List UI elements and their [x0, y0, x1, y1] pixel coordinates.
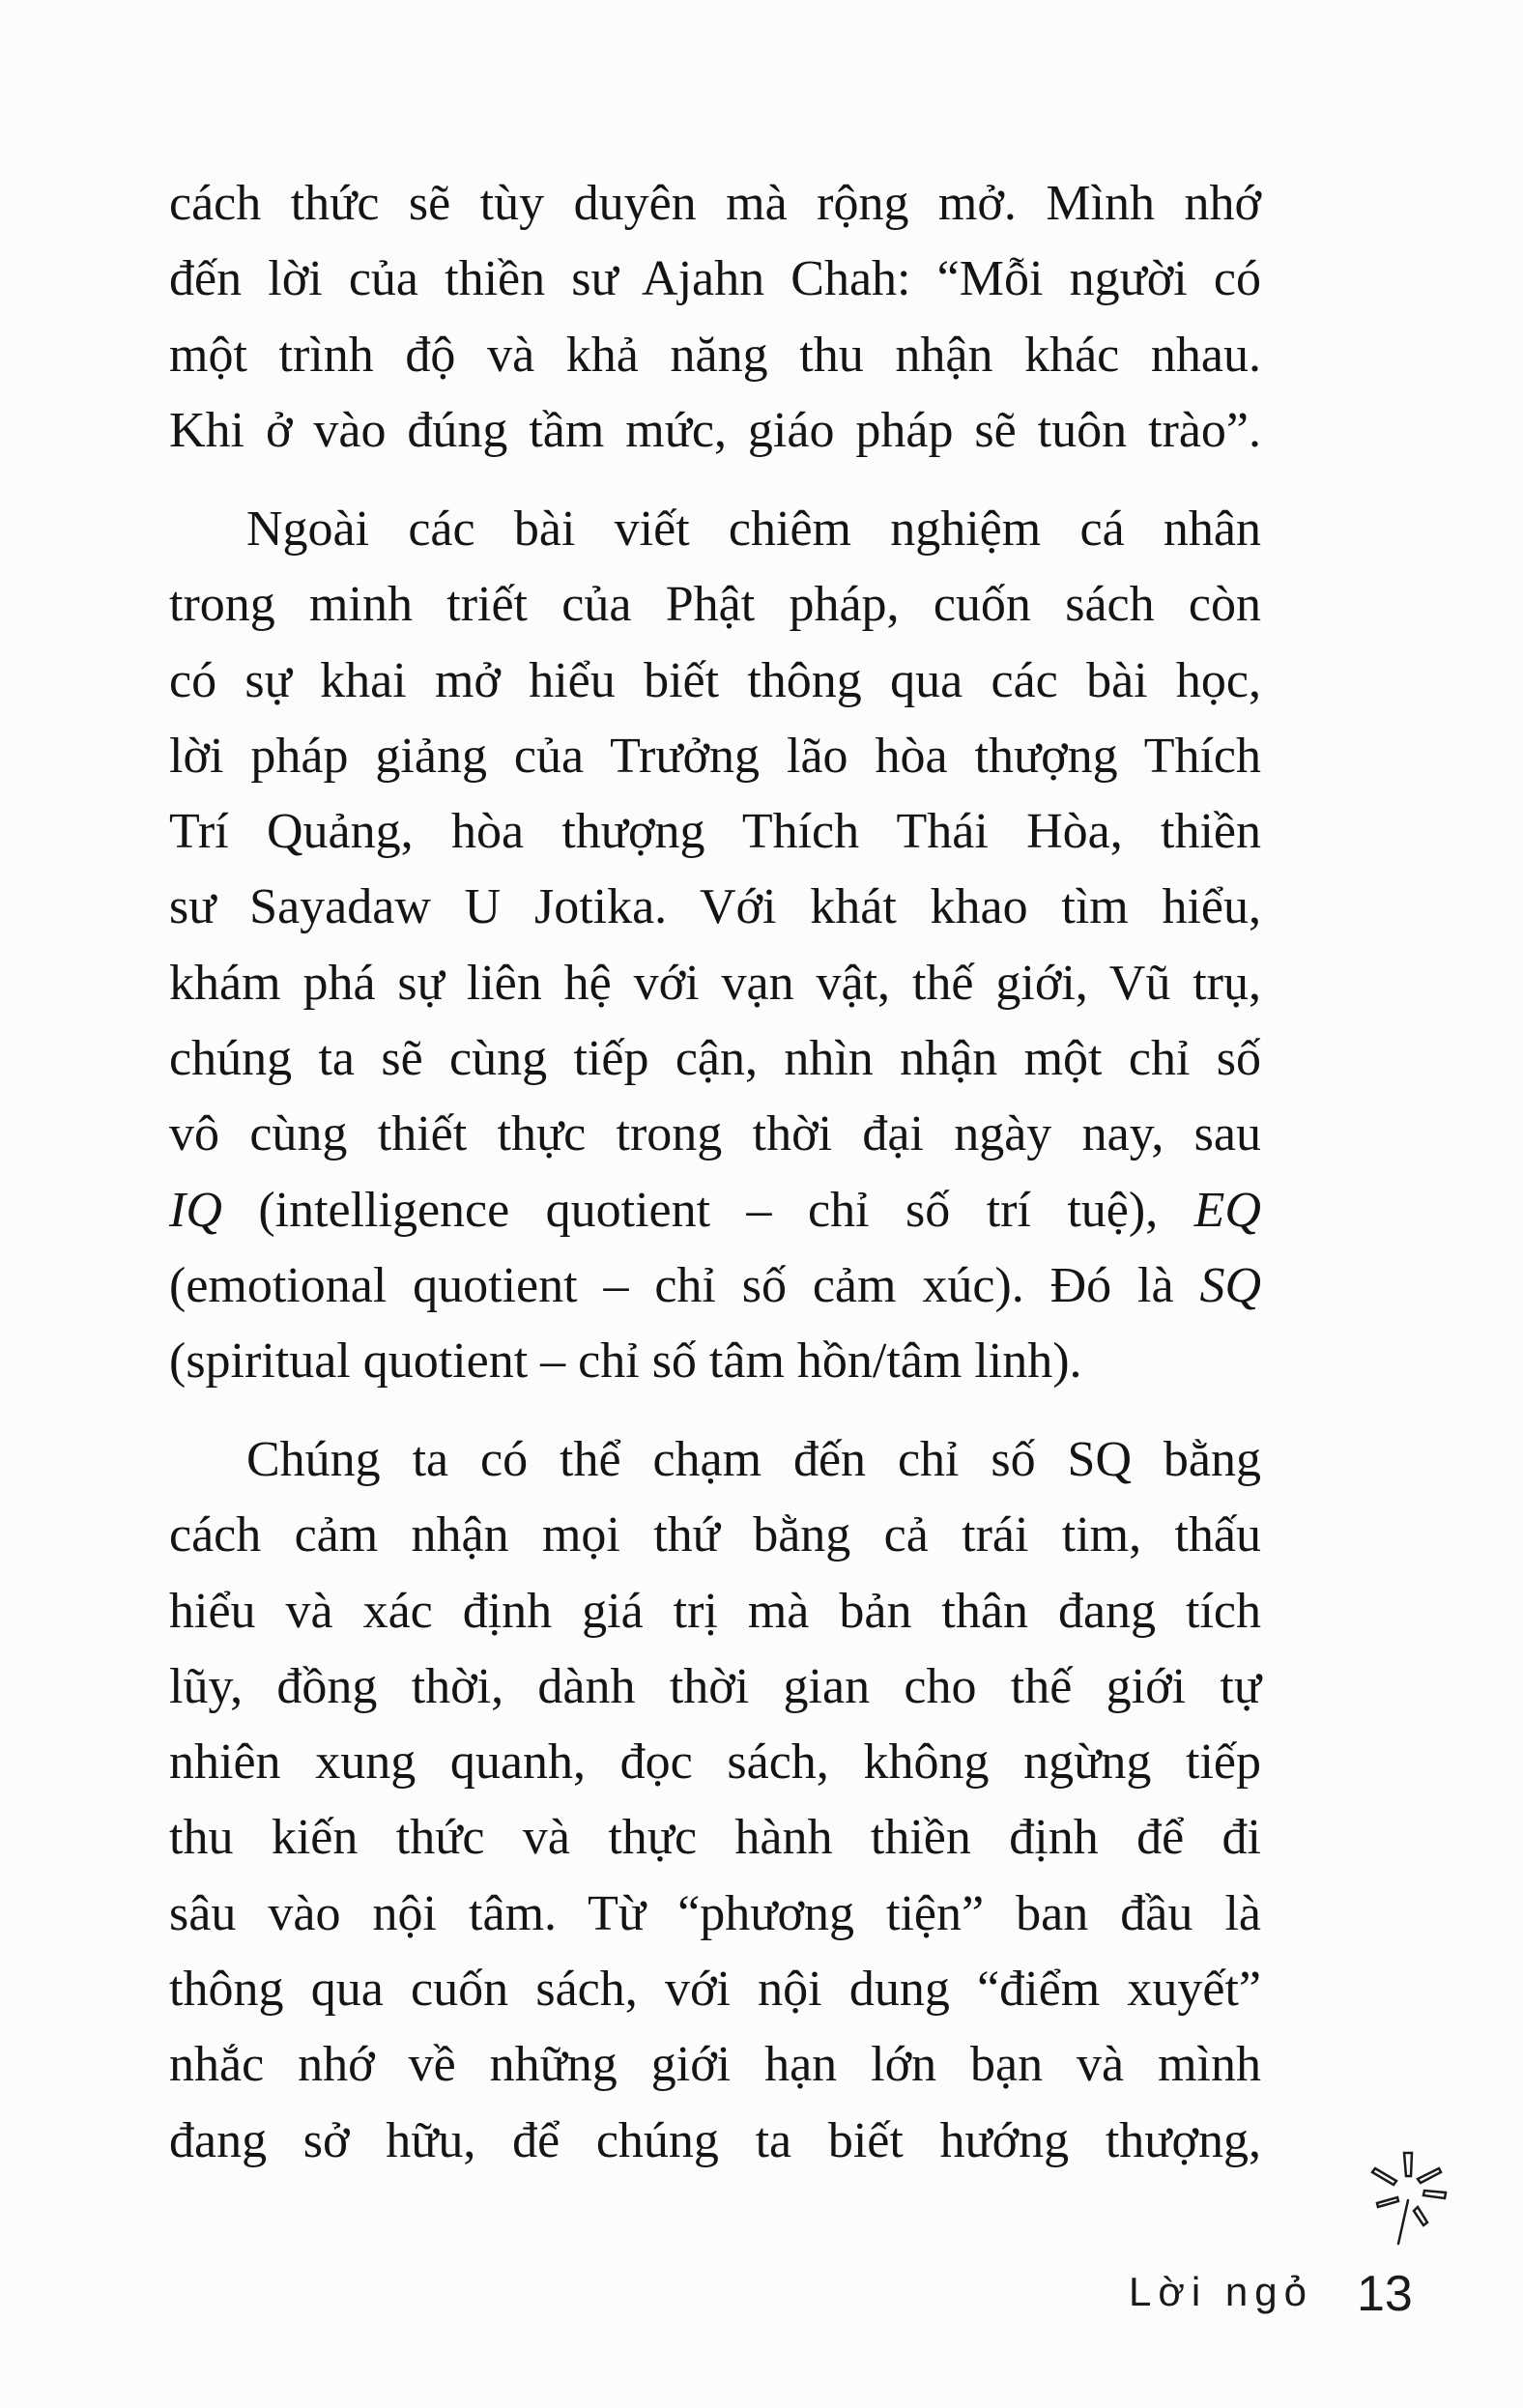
text-line: [169, 166, 1261, 242]
text-line: [169, 2027, 1261, 2103]
paragraph-3: [169, 1422, 1261, 2179]
text-segment: một trình độ và khả năng thu nhận khác nhau.: [169, 327, 1261, 383]
text-segment: nhiên xung quanh, đọc sách, không ngừng tiếp: [169, 1734, 1261, 1791]
italic-term: EQ: [1193, 1182, 1261, 1238]
text-segment: nhắc nhớ về những giới hạn lớn bạn và mình: [169, 2037, 1261, 2093]
text-segment: thông qua cuốn sách, với nội dung “điểm xuyết”: [169, 1962, 1261, 2018]
text-segment: (spiritual quotient – chỉ số tâm hồn/tâm linh).: [169, 1333, 1082, 1390]
text-segment: cách thức sẽ tùy duyên mà rộng mở. Mình nhớ: [169, 176, 1261, 231]
text-line: [169, 1649, 1261, 1725]
text-line: [169, 2104, 1261, 2179]
text-line: [169, 1725, 1261, 1800]
paragraph-1: [169, 166, 1261, 469]
text-line: [169, 1877, 1261, 1952]
italic-term: SQ: [1199, 1257, 1261, 1313]
text-line: [169, 1952, 1261, 2027]
text-line: [169, 870, 1261, 945]
text-line: [169, 719, 1261, 794]
text-segment: Ngoài các bài viết chiêm nghiệm cá nhân: [246, 502, 1261, 557]
text-segment: khám phá sự liên hệ với vạn vật, thế giới, Vũ trụ,: [169, 955, 1261, 1011]
text-segment: Chúng ta có thể chạm đến chỉ số SQ bằng: [246, 1432, 1261, 1487]
text-line: [169, 1498, 1261, 1573]
text-line: [169, 1574, 1261, 1649]
text-segment: chúng ta sẽ cùng tiếp cận, nhìn nhận một chỉ số: [169, 1031, 1261, 1087]
text-line: [169, 393, 1261, 469]
text-segment: (intelligence quotient – chỉ số trí tuệ),: [221, 1182, 1194, 1238]
text-line: [169, 1422, 1261, 1498]
text-segment: đến lời của thiền sư Ajahn Chah: “Mỗi người có: [169, 251, 1261, 307]
sparkle-ornament-icon: [1358, 2147, 1454, 2249]
italic-term: IQ: [169, 1182, 222, 1238]
text-line: [169, 946, 1261, 1021]
text-line: [169, 1021, 1261, 1097]
text-segment: hiểu và xác định giá trị mà bản thân đang tích: [169, 1583, 1261, 1639]
text-segment: sâu vào nội tâm. Từ “phương tiện” ban đầu là: [169, 1885, 1261, 1941]
text-line: [169, 1324, 1261, 1399]
text-segment: đang sở hữu, để chúng ta biết hướng thượng,: [169, 2112, 1261, 2168]
paragraph-2: [169, 492, 1261, 1400]
text-segment: trong minh triết của Phật pháp, cuốn sách còn: [169, 577, 1261, 633]
text-line: [169, 1173, 1261, 1248]
text-segment: (emotional quotient – chỉ số cảm xúc). Đó là: [169, 1257, 1200, 1313]
text-line: [169, 794, 1261, 870]
text-segment: có sự khai mở hiểu biết thông qua các bài học,: [169, 652, 1261, 708]
text-segment: cách cảm nhận mọi thứ bằng cả trái tim, thấu: [169, 1507, 1261, 1563]
text-segment: sư Sayadaw U Jotika. Với khát khao tìm hiểu,: [169, 879, 1261, 935]
page-number: 13: [1357, 2266, 1413, 2322]
text-line: [169, 644, 1261, 719]
text-segment: thu kiến thức và thực hành thiền định để đi: [169, 1810, 1261, 1866]
text-line: [169, 318, 1261, 393]
text-line: [169, 492, 1261, 567]
text-segment: vô cùng thiết thực trong thời đại ngày nay, sau: [169, 1106, 1261, 1162]
text-line: [169, 1097, 1261, 1172]
text-line: [169, 242, 1261, 317]
running-footer-section-title: Lời ngỏ: [1129, 2269, 1313, 2314]
text-line: [169, 1248, 1261, 1324]
text-segment: lũy, đồng thời, dành thời gian cho thế giới tự: [169, 1658, 1261, 1714]
text-segment: Trí Quảng, hòa thượng Thích Thái Hòa, thiền: [169, 804, 1261, 860]
text-line: [169, 567, 1261, 643]
text-segment: Khi ở vào đúng tầm mức, giáo pháp sẽ tuôn trào”.: [169, 402, 1261, 458]
text-segment: lời pháp giảng của Trưởng lão hòa thượng Thích: [169, 728, 1261, 784]
text-line: [169, 1800, 1261, 1876]
